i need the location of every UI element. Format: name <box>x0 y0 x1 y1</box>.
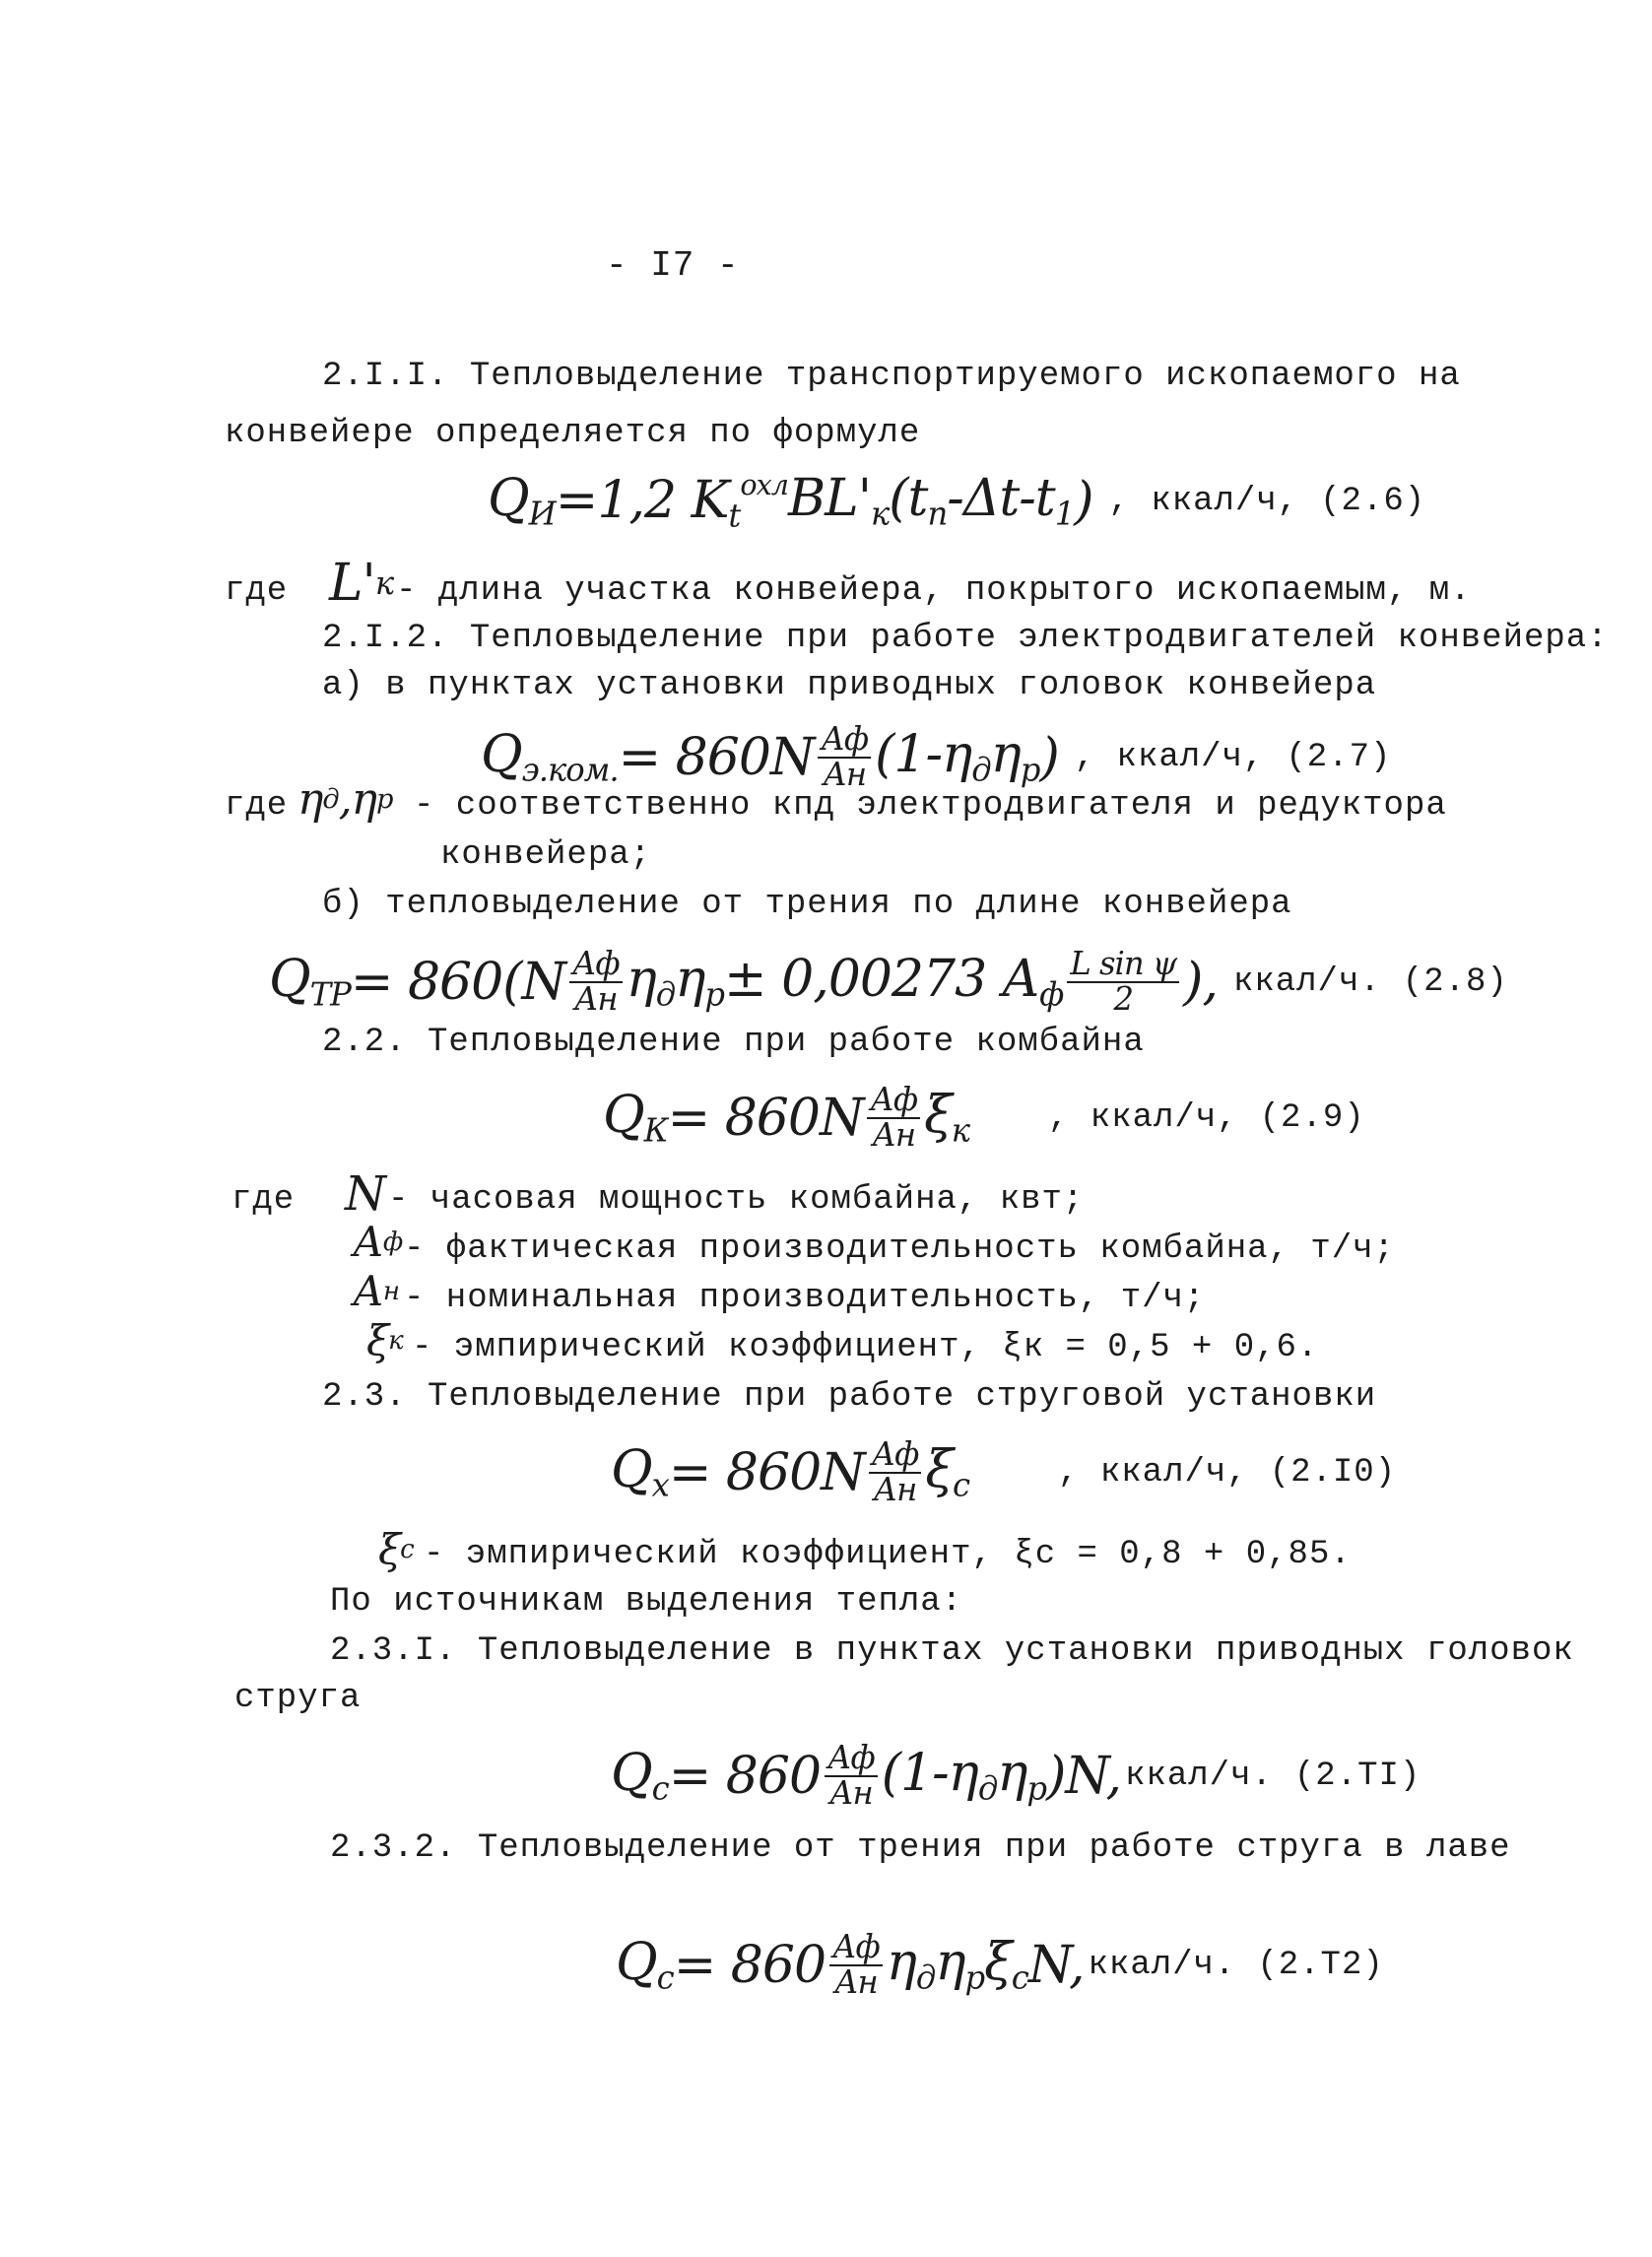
section-2-1-1-line2: конвейере определяется по формуле <box>225 415 921 452</box>
def-text-an: - номинальная производительность, т/ч; <box>404 1280 1206 1317</box>
formula-2-11-lhs: $Q_с$ <box>611 1743 669 1808</box>
section-2-2-line1: 2.2. Тепловыделение при работе комбайна <box>322 1024 1145 1061</box>
formula-2-8-unit: ккал/ч. <box>1232 963 1381 1001</box>
formula-2-12-rhs-a: = 860 <box>673 1935 826 1995</box>
formula-2-10-rhs-a: = 860N <box>668 1442 865 1502</box>
formula-2-7-fraction: $\frac{Аф}{Ан}$ <box>818 723 871 792</box>
formula-2-8-fraction-2: $\frac{\text{L sin ψ}}{2}$ <box>1067 948 1179 1017</box>
formula-2-6-rhs-d: $-\Delta t-t_1$ <box>947 468 1075 533</box>
formula-2-6-rhs-b: $BL'_к$ <box>787 468 890 533</box>
formula-2-6-rhs-c: ($t_n$ <box>889 468 948 533</box>
formula-2-7-rhs-c: $\eta_р$ <box>990 724 1040 789</box>
formula-2-8-rhs-d: ± 0,00273 $А_ф$ <box>724 949 1064 1014</box>
section-2-1-2-item-a: а) в пунктах установки приводных головок конвейера <box>322 667 1377 704</box>
formula-2-9-lhs: $Q_К$ <box>603 1085 668 1150</box>
formula-2-7-rhs-a: = 860N <box>618 727 815 787</box>
formula-2-11-unit: ккал/ч. <box>1125 1757 1273 1795</box>
formula-2-12-rhs-c: $\eta_р$ <box>935 1932 985 1997</box>
formula-2-12-rhs-b: $\eta_д$ <box>886 1932 936 1997</box>
formula-2-10-unit: , ккал/ч, <box>1058 1453 1248 1492</box>
where-definition-lk: - длина участка конвейера, покрытого ископаемым, м. <box>396 572 1472 610</box>
formula-2-7-unit: , ккал/ч, <box>1074 738 1265 776</box>
formula-2-12-lhs: $Q_с$ <box>616 1932 674 1997</box>
page-number: - I7 - <box>606 245 740 286</box>
def-symbol-xi-k: ξ к <box>366 1316 403 1364</box>
def-text-af: - фактическая производительность комбайна, т/ч; <box>404 1230 1395 1268</box>
formula-2-12-rhs-d: $\xi_с$ <box>984 1932 1028 1997</box>
formula-2-8-number: (2.8) <box>1402 963 1508 1001</box>
formula-2-9 <box>603 1081 1365 1154</box>
formula-2-6-lhs: $Q_И$ <box>488 468 556 533</box>
formula-2-11-fraction: $\frac{Аф}{Ан}$ <box>825 1742 878 1811</box>
formula-2-10-number: (2.I0) <box>1269 1453 1397 1492</box>
formula-2-11-rhs-a: = 860 <box>668 1746 822 1806</box>
section-2-3-line1: 2.3. Тепловыделение при работе струговой установки <box>322 1378 1377 1416</box>
where-symbol-lk: L' к <box>329 554 394 613</box>
formula-2-8-rhs-e: ), <box>1183 952 1218 1012</box>
formula-2-8-rhs-a: = 860(N <box>350 952 565 1012</box>
formula-2-11-rhs-b: ($1-\eta_д$ <box>881 1743 998 1808</box>
section-2-1-1-line1: 2.I.I. Тепловыделение транспортируемого ископаемого на <box>322 358 1461 395</box>
formula-2-6-number: (2.6) <box>1320 482 1426 520</box>
formula-2-12-unit: ккал/ч. <box>1088 1946 1236 1984</box>
where-label-3: где <box>231 1181 296 1219</box>
formula-2-6-rhs-e: ) <box>1074 471 1093 531</box>
formula-2-7 <box>481 720 1392 793</box>
section-2-1-2-item-b: б) тепловыделение от трения по длине конвейера <box>322 886 1292 923</box>
formula-2-10 <box>611 1435 1397 1508</box>
where-definition-eta-1: - соответственно кпд электродвигателя и редуктора <box>414 787 1447 825</box>
formula-2-9-rhs-b: $\xi_к$ <box>924 1085 969 1150</box>
where-symbol-eta: η д ,η р <box>297 774 393 825</box>
def-symbol-an: А н <box>353 1267 399 1315</box>
section-2-1-2-line1: 2.I.2. Тепловыделение при работе электродвигателей конвейера: <box>322 620 1609 657</box>
formula-2-12-fraction: $\frac{Аф}{Ан}$ <box>829 1931 883 2000</box>
where-label-2: где <box>225 787 289 825</box>
formula-2-10-lhs: $Q_х$ <box>611 1439 669 1504</box>
def-text-xi-c: - эмпирический коэффициент, ξс = 0,8 + 0,85. <box>424 1536 1352 1573</box>
formula-2-10-fraction: $\frac{Аф}{Ан}$ <box>869 1438 922 1507</box>
formula-2-8-rhs-b: $\eta_д$ <box>626 949 676 1014</box>
def-symbol-n: N <box>345 1166 385 1222</box>
heat-sources-heading: По источникам выделения тепла: <box>330 1583 963 1621</box>
formula-2-8 <box>269 945 1508 1018</box>
formula-2-7-number: (2.7) <box>1286 738 1392 776</box>
formula-2-6-unit: , ккал/ч, <box>1108 482 1299 520</box>
formula-2-8-rhs-c: $\eta_р$ <box>675 949 725 1014</box>
formula-2-11-number: (2.TI) <box>1293 1757 1421 1795</box>
section-2-3-2-line1: 2.3.2. Тепловыделение от трения при работе струга в лаве <box>330 1829 1511 1867</box>
formula-2-9-number: (2.9) <box>1259 1098 1365 1137</box>
formula-2-6 <box>488 468 1426 535</box>
formula-2-12 <box>616 1928 1384 2001</box>
formula-2-9-fraction: $\frac{Аф}{Ан}$ <box>867 1084 920 1153</box>
formula-2-8-fraction-1: $\frac{Аф}{Ан}$ <box>569 948 623 1017</box>
formula-2-12-rhs-e: N, <box>1027 1935 1085 1995</box>
def-text-n: - часовая мощность комбайна, квт; <box>388 1181 1085 1219</box>
formula-2-12-number: (2.T2) <box>1257 1946 1384 1984</box>
formula-2-6-rhs-a: =1,2 $K_t^{охл}$ <box>555 468 788 535</box>
def-symbol-af: А ф <box>353 1218 403 1266</box>
formula-2-7-lhs: $Q_{э.ком.}$ <box>481 724 619 789</box>
formula-2-9-rhs-a: = 860N <box>667 1088 864 1148</box>
formula-2-10-rhs-b: $\xi_с$ <box>925 1439 970 1504</box>
def-text-xi-k: - эмпирический коэффициент, ξк = 0,5 + 0,6. <box>412 1329 1319 1366</box>
section-2-3-1-line1: 2.3.I. Тепловыделение в пунктах установки приводных головок <box>330 1632 1574 1670</box>
where-label-1: где <box>225 572 289 610</box>
def-symbol-xi-c: ξ с <box>378 1525 414 1573</box>
formula-2-9-unit: , ккал/ч, <box>1048 1098 1238 1137</box>
formula-2-11-rhs-d: )N, <box>1046 1746 1122 1806</box>
formula-2-8-lhs: $Q_{ТР}$ <box>269 949 351 1014</box>
section-2-3-1-line2: струга <box>234 1680 362 1717</box>
formula-2-7-rhs-b: ($1-\eta_д$ <box>875 724 991 789</box>
formula-2-7-rhs-d: ) <box>1039 727 1059 787</box>
formula-2-11 <box>611 1739 1421 1812</box>
formula-2-11-rhs-c: $\eta_р$ <box>997 1743 1047 1808</box>
where-definition-eta-2: конвейера; <box>440 836 652 874</box>
